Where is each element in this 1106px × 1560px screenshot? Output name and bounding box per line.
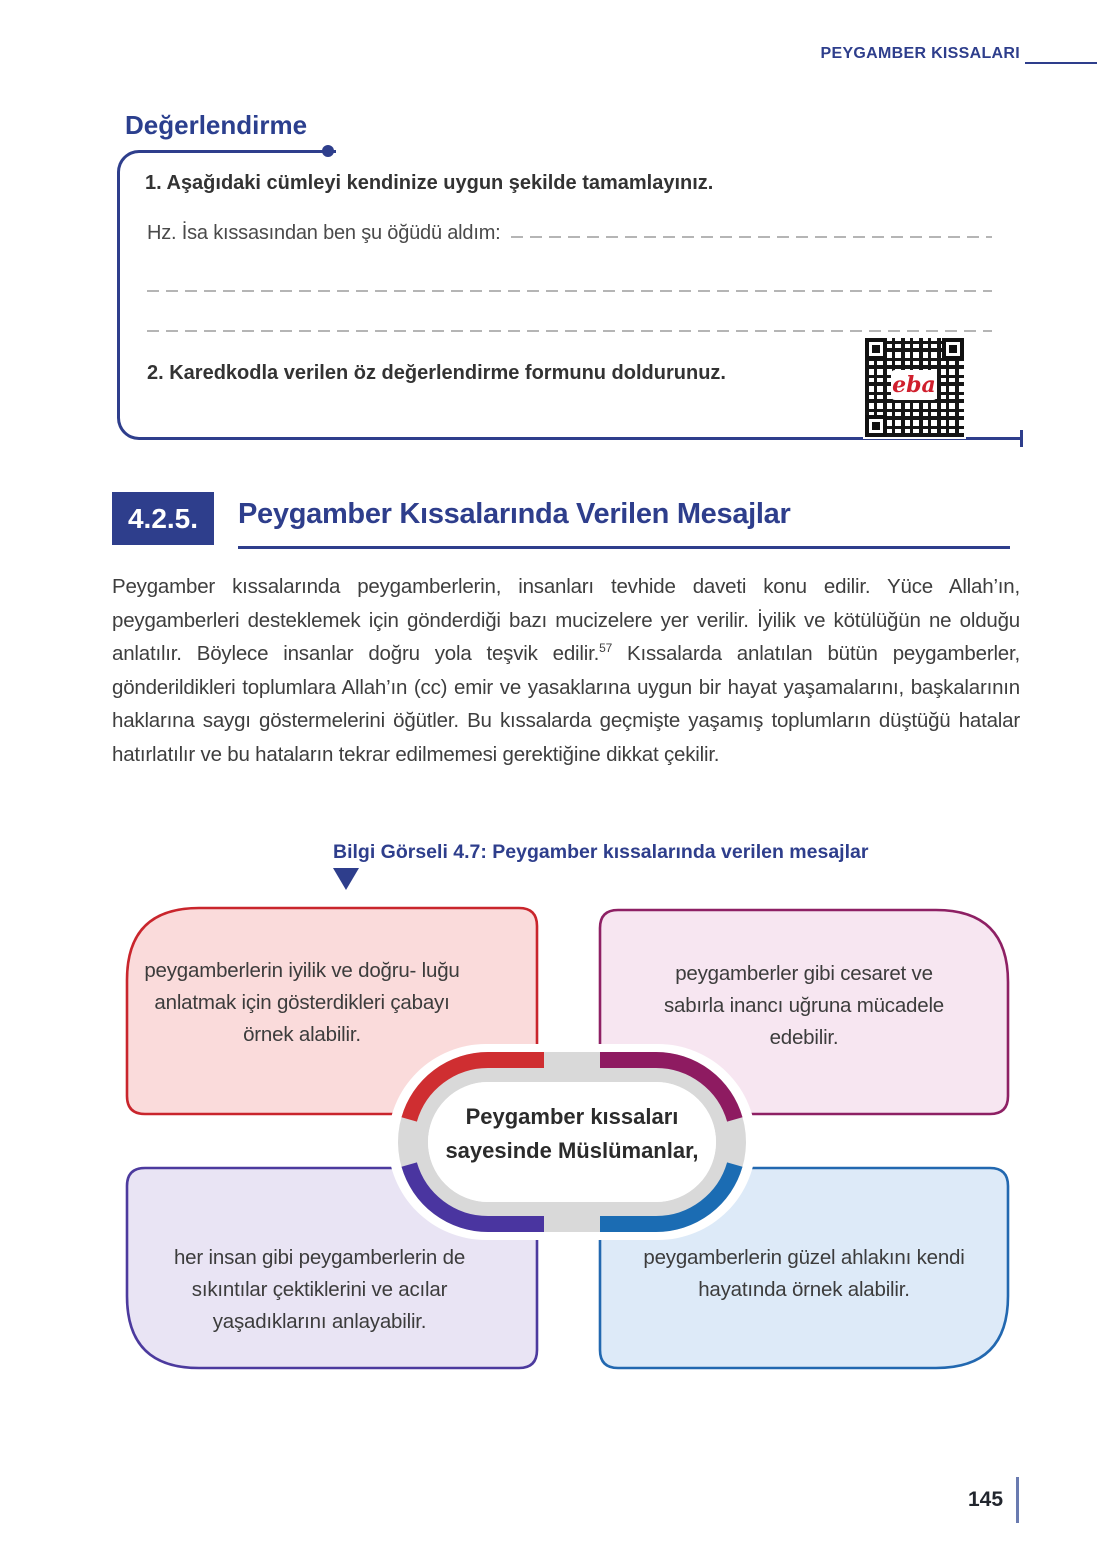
eba-logo: eba	[892, 372, 936, 398]
evaluation-heading: Değerlendirme	[125, 110, 308, 140]
body-text-part2: Kıssalarda anlatılan bütün peygamberler, gönderildikleri toplumlara Allah’ın (cc) emir ve yasaklarına uygun bir hayat yaşamalarını, başkalarının haklarına saygı göstermelerini öğütler. Bu kıssalarda geçmişte yaşamış toplumların düştüğü hatalar hatırlatılır ve bu hataların tekrar edilmemesi gerektiğine dikkat çekilir.	[112, 642, 1020, 766]
diagram-box-top-left-label: peygamberlerin iyilik ve doğru- luğu anlatmak için gösterdikleri çabayı örnek alabilir.	[144, 959, 460, 1046]
body-text-part1: Peygamber kıssalarında peygamberlerin, insanları tevhide daveti konu edilir. Yüce Allah’ın, peygamberleri desteklemek için gönderdiği bazı mucizelere yer verilir. İyilik ve kötülüğün ne olduğu anlatılır. Böylece insanlar doğru yola teşvik edilir.	[112, 575, 1020, 666]
question-1: 1. Aşağıdaki cümleyi kendinize uygun şekilde tamamlayınız.	[145, 172, 714, 194]
diagram-box-bottom-left-label: her insan gibi peygamberlerin de sıkıntılar çektiklerini ve acılar yaşadıklarını anlayabilir.	[173, 1246, 466, 1333]
diagram-center-label: Peygamber kıssaları sayesinde Müslümanlar,	[445, 1104, 699, 1163]
footnote-marker: 57	[599, 641, 613, 656]
question-2: 2. Karedkodla verilen öz değerlendirme formunu doldurunuz.	[147, 362, 726, 384]
diagram-box-bottom-right-label: peygamberlerin güzel ahlakını kendi hayatında örnek alabilir.	[643, 1246, 965, 1301]
question-1-prompt: Hz. İsa kıssasından ben şu öğüdü aldım:	[147, 222, 501, 244]
page-number-rule	[1016, 1477, 1019, 1523]
page-number: 145	[968, 1488, 1004, 1511]
running-header: PEYGAMBER KISSALARI	[820, 45, 1020, 62]
figure-caption: Bilgi Görseli 4.7: Peygamber kıssalarında verilen mesajlar	[333, 841, 869, 863]
section-number-badge: 4.2.5.	[112, 492, 214, 545]
diagram-box-top-right-label: peygamberler gibi cesaret ve sabırla inancı uğruna mücadele edebilir.	[663, 962, 945, 1049]
section-title: Peygamber Kıssalarında Verilen Mesajlar	[238, 498, 791, 530]
